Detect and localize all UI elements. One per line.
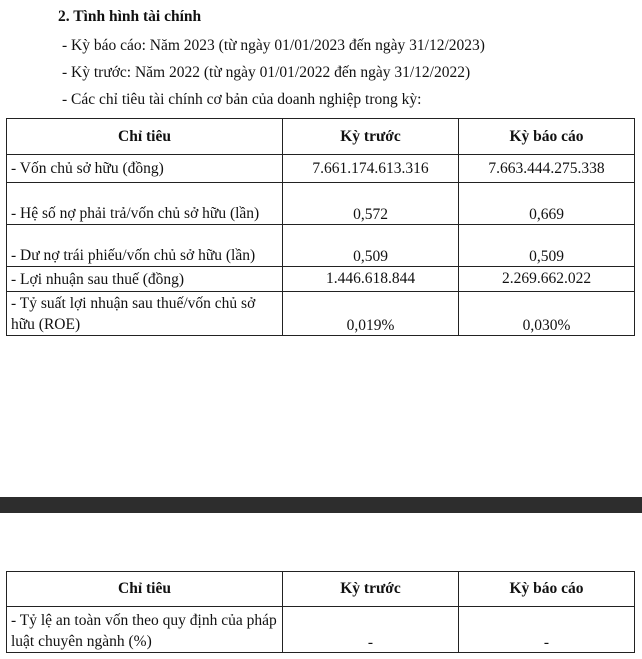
prev-value: - [283,607,459,653]
table-header-row [7,119,635,155]
bullet-reporting-period: - Kỳ báo cáo: Năm 2023 (từ ngày 01/01/2023 đến ngày 31/12/2023) [62,37,485,54]
table-row [7,607,635,653]
prev-value: 7.661.174.613.316 [283,155,459,183]
section-title: 2. Tình hình tài chính [58,8,202,25]
curr-value: 7.663.444.275.338 [459,155,635,183]
column-header: Kỳ báo cáo [459,572,635,607]
row-label: - Hệ số nợ phải trả/vốn chủ sở hữu (lần) [7,183,283,225]
capital-adequacy-table [6,571,635,653]
table-row [7,225,635,267]
row-label: - Tỷ lệ an toàn vốn theo quy định của pháp luật chuyên ngành (%) [7,607,283,653]
prev-value: 0,572 [283,183,459,225]
column-header: Kỳ trước [283,572,459,607]
curr-value: 0,030% [459,292,635,336]
table-row [7,183,635,225]
curr-value: - [459,607,635,653]
bullet-previous-period: - Kỳ trước: Năm 2022 (từ ngày 01/01/2022 đến ngày 31/12/2022) [62,64,471,81]
page-separator-bar [0,497,642,513]
row-label: - Tỷ suất lợi nhuận sau thuế/vốn chủ sở hữu (ROE) [7,292,283,336]
row-label: - Vốn chủ sở hữu (đồng) [7,155,283,183]
column-header: Chỉ tiêu [7,572,283,607]
column-header: Chỉ tiêu [7,119,283,155]
table-row [7,155,635,183]
column-header: Kỳ trước [283,119,459,155]
table-row [7,267,635,292]
table-row [7,292,635,336]
curr-value: 0,669 [459,183,635,225]
bullet-indicators-intro: - Các chỉ tiêu tài chính cơ bản của doanh nghiệp trong kỳ: [62,91,422,108]
curr-value: 0,509 [459,225,635,267]
row-label: - Lợi nhuận sau thuế (đồng) [7,267,283,292]
curr-value: 2.269.662.022 [459,267,635,292]
prev-value: 1.446.618.844 [283,267,459,292]
prev-value: 0,019% [283,292,459,336]
financial-indicators-table [6,118,635,336]
table-header-row [7,572,635,607]
row-label: - Dư nợ trái phiếu/vốn chủ sở hữu (lần) [7,225,283,267]
column-header: Kỳ báo cáo [459,119,635,155]
prev-value: 0,509 [283,225,459,267]
